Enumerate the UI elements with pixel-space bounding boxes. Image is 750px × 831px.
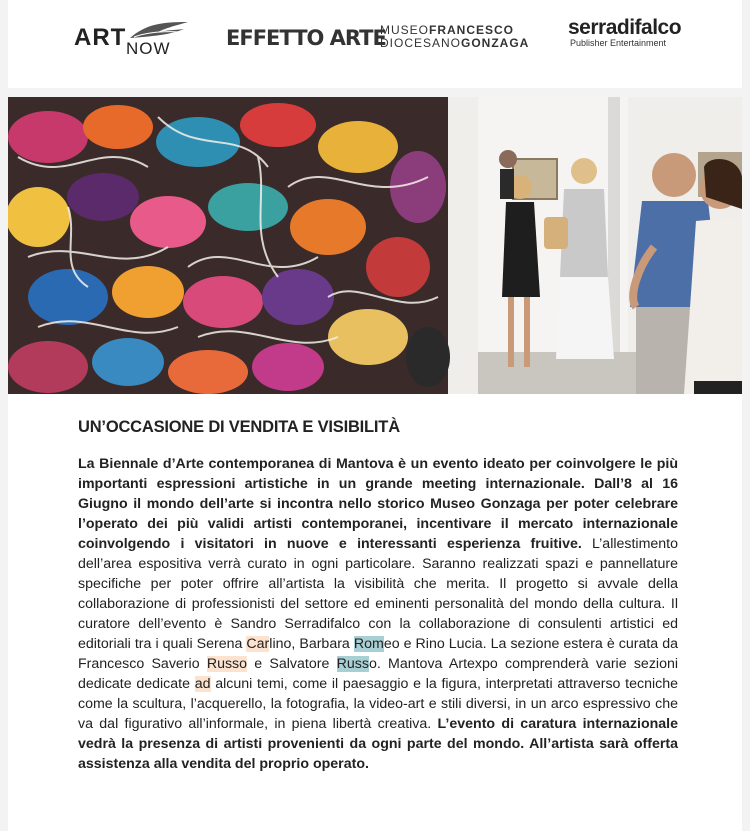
article-text-1: L’allestimento dell’area espositiva verrà curato in ogni particolare. Saranno realizzati spazi e pannellature specifiche per poter offrire all’artista la visibilità che merita. Il progetto si avvale della collaborazione di professionisti del settore ed eminenti personalità del mondo della cultura. Il curatore dell’evento è Sandro Serradifalco con la collaborazione di consulenti artistici ed editoriali tra i quali Serena <box>78 536 679 652</box>
museo-line1-b: FRANCESCO <box>429 23 515 37</box>
highlight-blue-1: Rom <box>353 636 384 652</box>
artnow-logo <box>74 20 184 60</box>
serradifalco-logo-sub: Publisher Entertainment <box>570 38 667 48</box>
museo-line2-b: GONZAGA <box>461 36 530 50</box>
exhibition-photo-illustration <box>8 97 742 394</box>
artnow-logo-now: NOW <box>126 39 171 58</box>
article-body <box>78 454 678 774</box>
article-heading: UN’OCCASIONE DI VENDITA E VISIBILITÀ <box>78 418 400 436</box>
article-text-5: o. Mantova Artexpo comprenderà varie sezioni dedicate dedicate <box>78 656 679 692</box>
sponsor-logo-bar <box>8 0 742 88</box>
highlight-peach-3: ad <box>194 676 211 692</box>
effetto-arte-logo: EFFETTO ARTE <box>226 26 386 50</box>
highlight-blue-2: Russ <box>336 656 369 672</box>
highlight-peach-2: Russo <box>206 656 248 672</box>
article-text-3: eo e Rino Lucia. La sezione estera è curata da Francesco Saverio <box>78 636 679 672</box>
museo-gonzaga-logo <box>380 24 529 50</box>
serradifalco-logo <box>568 16 681 48</box>
article-text-4: e Salvatore <box>247 656 337 672</box>
article-text-2: lino, Barbara <box>269 636 354 652</box>
article-closing: L’evento di caratura internazionale vedrà la presenza di artisti provenienti da ogni parte del mondo. All’artista sarà offerta assistenza alla vendita del proprio operato. <box>78 716 678 772</box>
highlight-peach-1: Car <box>246 636 270 652</box>
museo-line2-a: DIOCESANO <box>380 36 462 50</box>
shoe-sculpture <box>8 97 450 394</box>
article-intro: La Biennale d’Arte contemporanea di Mantova è un evento ideato per coinvolgere le più importanti espressioni artistiche in un grande meeting internazionale. Dall’8 al 16 Giugno il mondo dell’arte si incontra nello storico Museo Gonzaga per poter celebrare l’operato dei più validi artisti contemporanei, incentivare il mercato internazionale coinvolgendo i visitatori in nuove e interessanti esperienza fruitive. <box>78 456 678 552</box>
artnow-logo-art: ART <box>74 24 127 51</box>
hero-photo <box>8 97 742 394</box>
article-panel <box>8 394 742 831</box>
serradifalco-logo-main: serradifalco <box>568 16 682 39</box>
museo-line1-a: MUSEO <box>380 23 430 37</box>
article-text-6: alcuni temi, come il paesaggio e la figura, interpretati attraverso tecniche come la scultura, l’acquerello, la fotografia, la video-art e stili diversi, in un arco espressivo che va dal figurativo all’informale, in piena libertà creativa. <box>78 676 678 732</box>
